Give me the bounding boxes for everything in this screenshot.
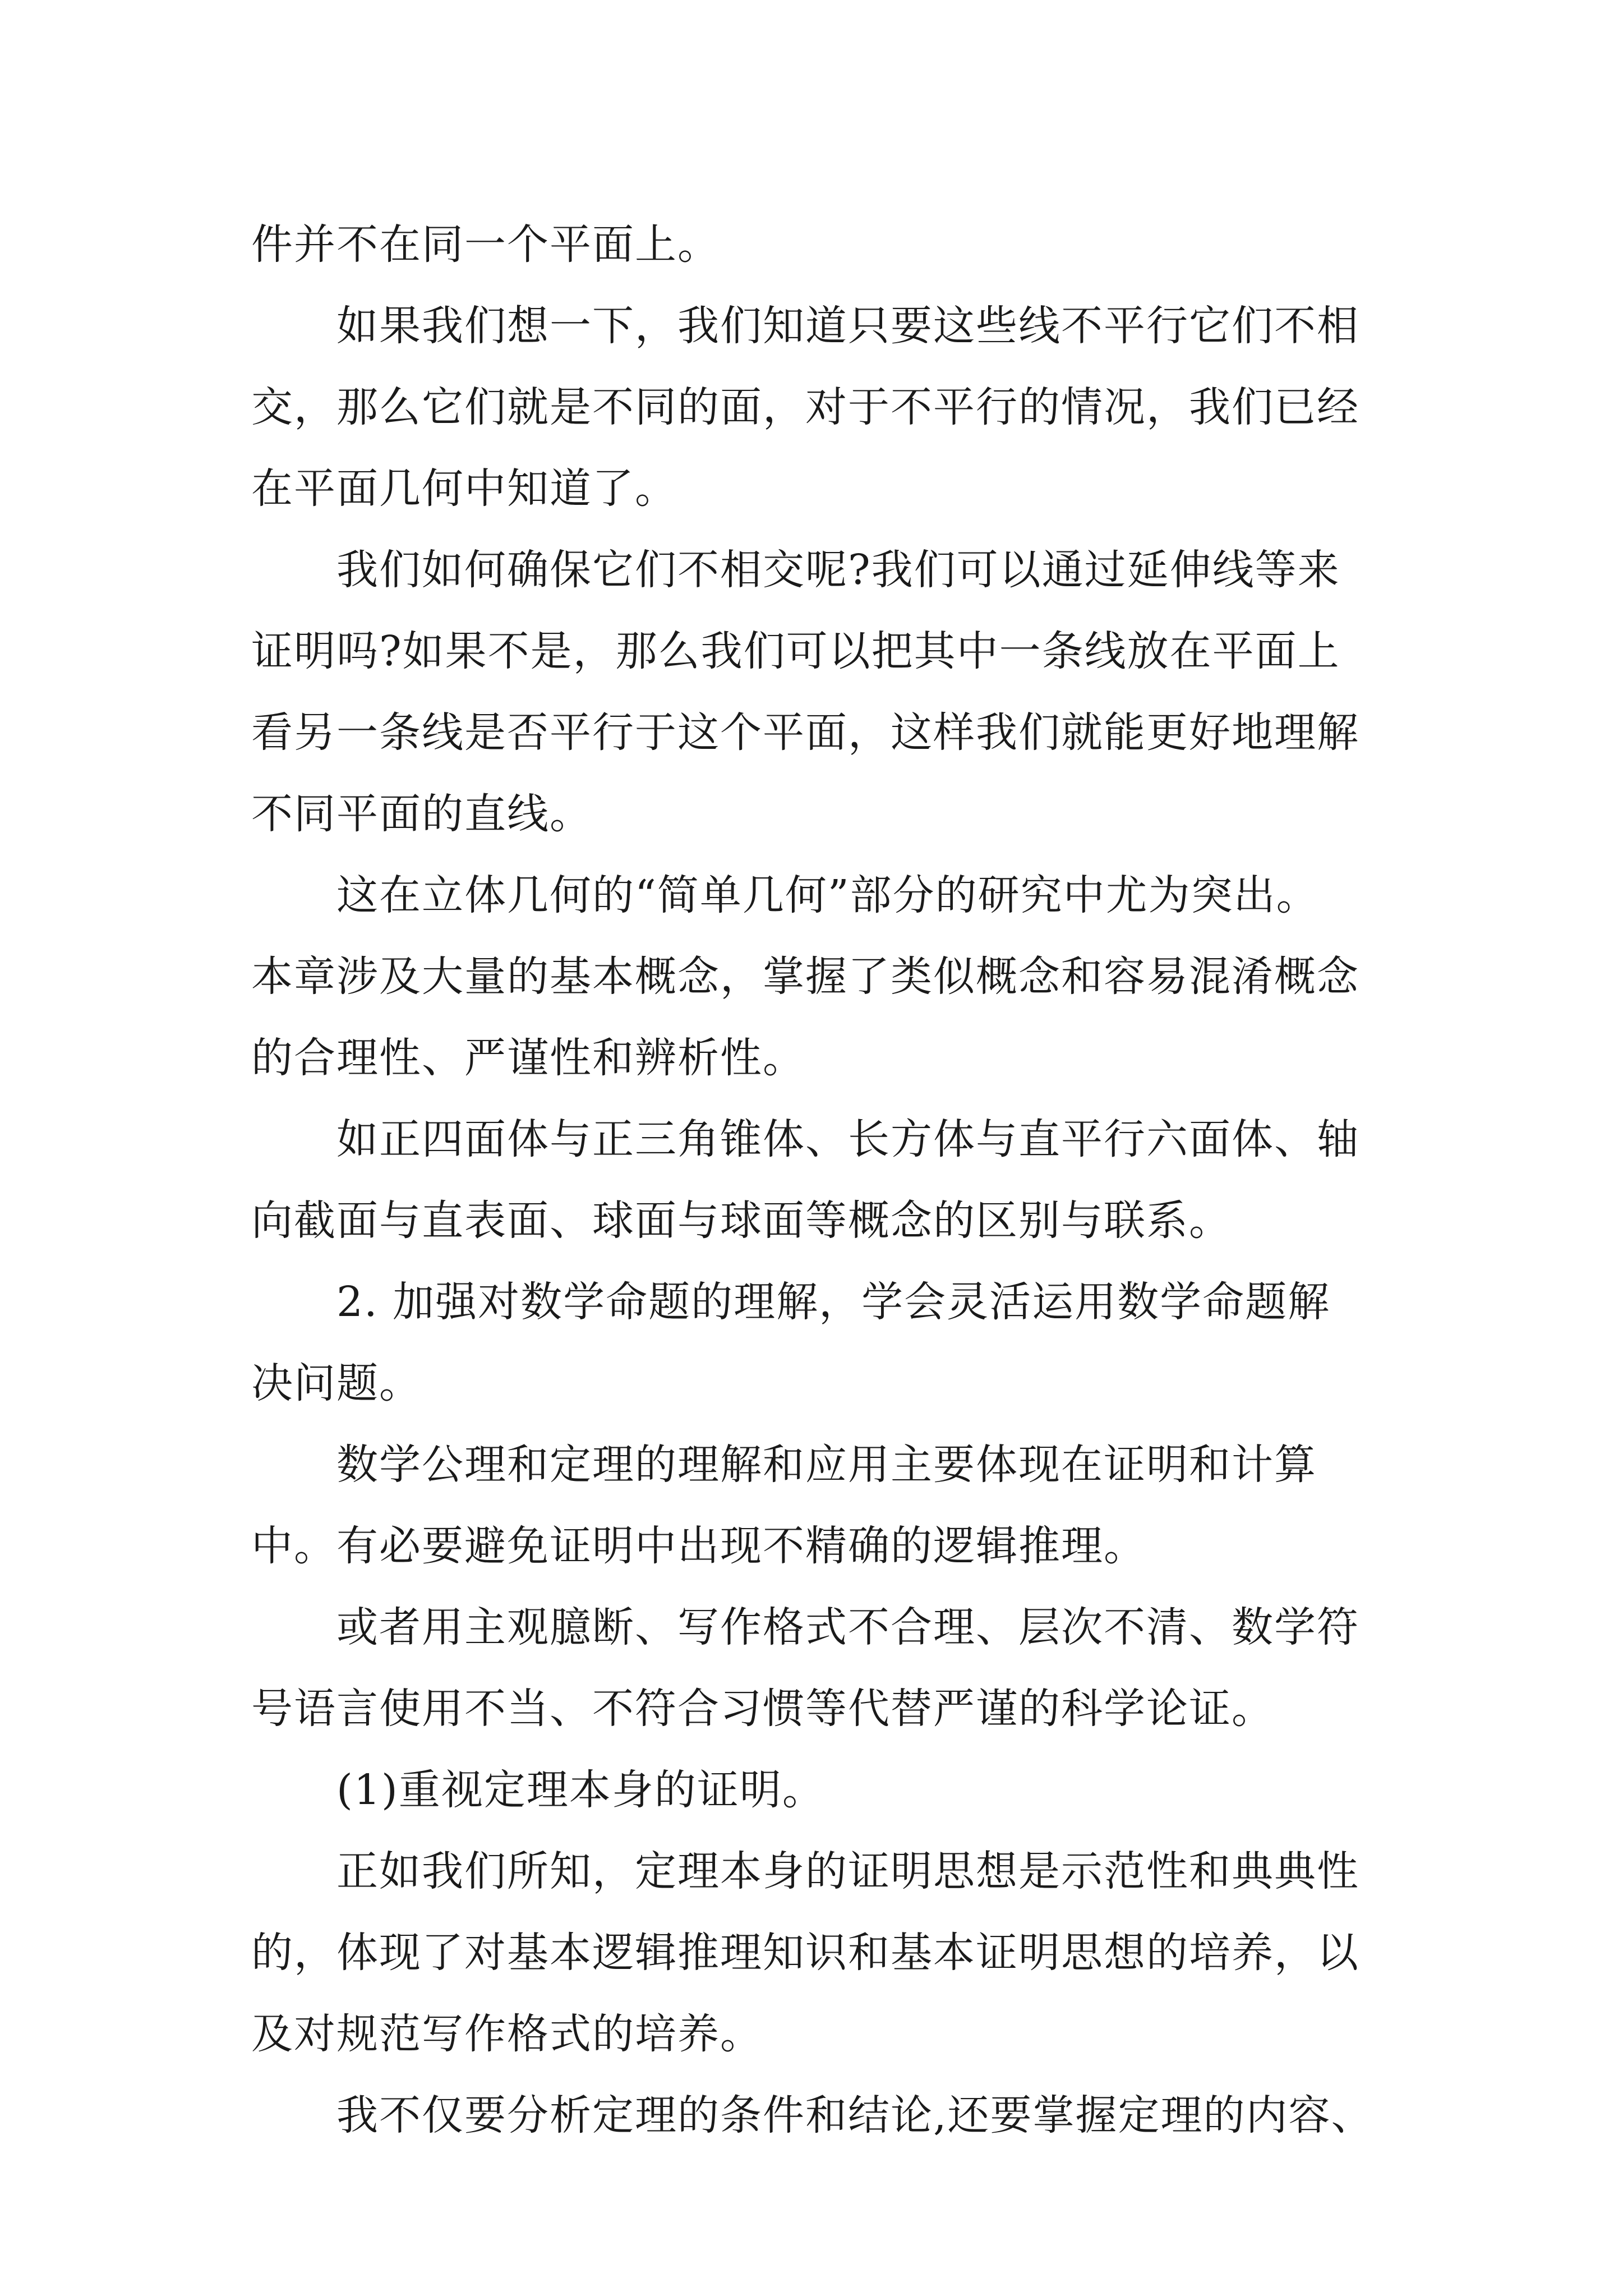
- text-line: 号语言使用不当、不符合习惯等代替严谨的科学论证。: [251, 1685, 1274, 1733]
- text-line: 交，那么它们就是不同的面，对于不平行的情况，我们已经: [251, 383, 1359, 431]
- text-line: 我不仅要分析定理的条件和结论,还要掌握定理的内容、: [336, 2091, 1374, 2139]
- text-line: (1)重视定理本身的证明。: [336, 1766, 825, 1814]
- text-line: 2. 加强对数学命题的理解，学会灵活运用数学命题解: [336, 1278, 1331, 1326]
- text-line: 件并不在同一个平面上。: [251, 220, 720, 269]
- text-line: 或者用主观臆断、写作格式不合理、层次不清、数学符: [336, 1603, 1359, 1651]
- text-line: 如果我们想一下，我们知道只要这些线不平行它们不相: [336, 302, 1359, 350]
- text-line: 如正四面体与正三角锥体、长方体与直平行六面体、轴: [336, 1115, 1359, 1163]
- text-line: 的合理性、严谨性和辨析性。: [251, 1034, 805, 1082]
- text-line: 我们如何确保它们不相交呢?我们可以通过延伸线等来: [336, 546, 1340, 594]
- text-line: 看另一条线是否平行于这个平面，这样我们就能更好地理解: [251, 708, 1359, 757]
- text-line: 及对规范写作格式的培养。: [251, 2010, 763, 2058]
- text-line: 本章涉及大量的基本概念，掌握了类似概念和容易混淆概念: [251, 953, 1359, 1001]
- text-line: 决问题。: [251, 1359, 422, 1407]
- text-line: 这在立体几何的“简单几何”部分的研究中尤为突出。: [336, 871, 1319, 919]
- text-line: 证明吗?如果不是，那么我们可以把其中一条线放在平面上: [251, 627, 1340, 675]
- text-line: 的，体现了对基本逻辑推理知识和基本证明思想的培养，以: [251, 1929, 1359, 1977]
- text-line: 正如我们所知，定理本身的证明思想是示范性和典典性: [336, 1847, 1359, 1895]
- body-text: [251, 204, 1373, 2156]
- text-line: 不同平面的直线。: [251, 790, 592, 838]
- text-line: 向截面与直表面、球面与球面等概念的区别与联系。: [251, 1197, 1232, 1245]
- text-line: 数学公理和定理的理解和应用主要体现在证明和计算: [336, 1441, 1317, 1489]
- text-line: 在平面几何中知道了。: [251, 464, 677, 513]
- text-line: 中。有必要避免证明中出现不精确的逻辑推理。: [251, 1522, 1146, 1570]
